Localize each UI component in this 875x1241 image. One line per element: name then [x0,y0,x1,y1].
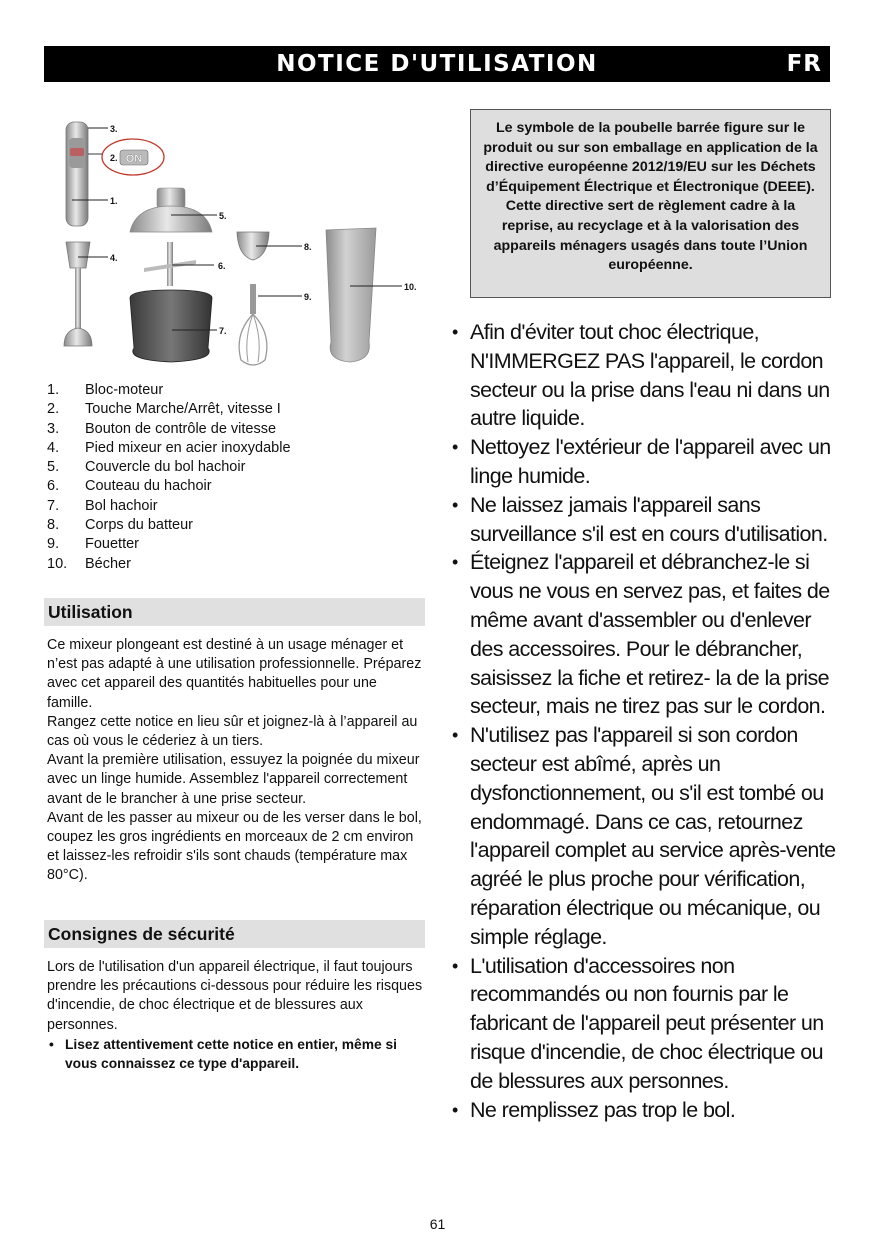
language-code: FR [786,51,822,77]
list-item: 5. Couvercle du bol hachoir [47,459,246,476]
list-item: • Ne laissez jamais l'appareil sans surveillance s'il est en cours d'utilisation. [448,491,838,549]
blender-foot-image [64,242,92,346]
callout-label-4: 4. [110,253,118,263]
on-button-label: ON [125,153,143,165]
list-item: 2. Touche Marche/Arrêt, vitesse I [47,401,281,418]
motor-block-image [66,122,88,226]
list-item: • N'utilisez pas l'appareil si son cordon secteur est abîmé, après un dysfonctionnement, ou s'il est tombé ou endommagé. Dans ce cas, retournez l'appareil complet au service après-vente agréé le plus proche pour vérification, réparation électrique ou mécanique, ou simple réglage. [448,721,838,951]
page-number: 61 [429,1216,446,1232]
list-item: • Afin d'éviter tout choc électrique, N'IMMERGEZ PAS l'appareil, le cordon secteur ou la prise dans l'eau ni dans un autre liquide. [448,318,838,433]
product-illustration [44,108,429,378]
list-item: • Nettoyez l'extérieur de l'appareil avec un linge humide. [448,433,838,491]
consignes-intro: Lors de l'utilisation d'un appareil électrique, il faut toujours prendre les précautions ci-dessous pour réduire les risques d'incendie, de choc électrique et de blessures aux personnes. [47,959,423,1033]
callout-label-5: 5. [219,211,227,221]
list-item: 7. Bol hachoir [47,497,158,514]
list-item: • L'utilisation d'accessoires non recommandés ou non fournis par le fabricant de l'appareil peut présenter un risque d'incendie, de choc électrique ou de blessures aux personnes. [448,952,838,1096]
callout-label-6: 6. [218,261,226,271]
paragraph: Avant la première utilisation, essuyez la poignée du mixeur avec un linge humide. Assemblez l'appareil correctement avant de le brancher à une prise secteur. [47,752,420,807]
list-item: 1. Bloc-moteur [47,382,164,398]
utilisation-heading: Utilisation [44,598,425,626]
chopper-bowl-image [130,290,212,362]
callout-label-2: 2. [110,153,118,163]
beaker-image [326,228,376,362]
list-item: 6. Couteau du hachoir [47,478,212,495]
list-item: • Éteignez l'appareil et débranchez-le si vous ne vous en servez pas, et faites de même avant d'assembler ou d'enlever des accessoires. Pour le débrancher, saisissez la fiche et retirez- la de la prise secteur, mais ne tirez pas sur le cordon. [448,548,838,721]
callout-label-10: 10. [404,282,417,292]
list-item: 4. Pied mixeur en acier inoxydable [47,439,291,456]
list-item: • Ne remplissez pas trop le bol. [448,1096,838,1125]
parts-list [47,381,427,574]
page-title: NOTICE D'UTILISATION [276,51,598,77]
safety-bullets [448,318,838,1124]
paragraph: Avant de les passer au mixeur ou de les verser dans le bol, coupez les gros ingrédients en morceaux de 2 cm environ et laissez-les refroidir s'ils sont chauds (température max 80°C). [47,809,422,884]
list-item: 10. Bécher [47,555,131,572]
deee-notice-box: Le symbole de la poubelle barrée figure sur le produit ou sur son emballage en application de la directive européenne 2012/19/EU sur les Déchets d’Équipement Électrique et Électronique (DEEE). Cette directive sert de règlement cadre à la reprise, au recyclage et à la valorisation des appareils ménagers usagés dans toute l’Union européenne. [470,109,831,298]
consignes-heading: Consignes de sécurité [44,920,425,948]
paragraph: Ce mixeur plongeant est destiné à un usage ménager et n’est pas adapté à une utilisation professionnelle. Préparez avec cet appareil des quantités habituelles pour une famille. [47,637,422,711]
callout-label-8: 8. [304,242,312,252]
list-item: • Lisez attentivement cette notice en entier, même si vous connaissez ce type d'appareil. [47,1036,425,1073]
chopper-lid-image [130,188,212,232]
consignes-bullets [47,1036,425,1073]
callout-label-1: 1. [110,196,118,206]
page-header [44,46,830,82]
list-item: 3. Bouton de contrôle de vitesse [47,420,277,437]
list-item: 8. Corps du batteur [47,517,194,534]
chopper-blade-image [144,242,196,286]
utilisation-text [47,636,425,886]
callout-label-3: 3. [110,124,118,134]
callout-label-9: 9. [304,292,312,302]
callout-label-7: 7. [219,326,227,336]
paragraph: Rangez cette notice en lieu sûr et joignez-là à l’appareil au cas où vous le céderiez à un tiers. [47,713,418,750]
list-item: 9. Fouetter [47,536,139,553]
